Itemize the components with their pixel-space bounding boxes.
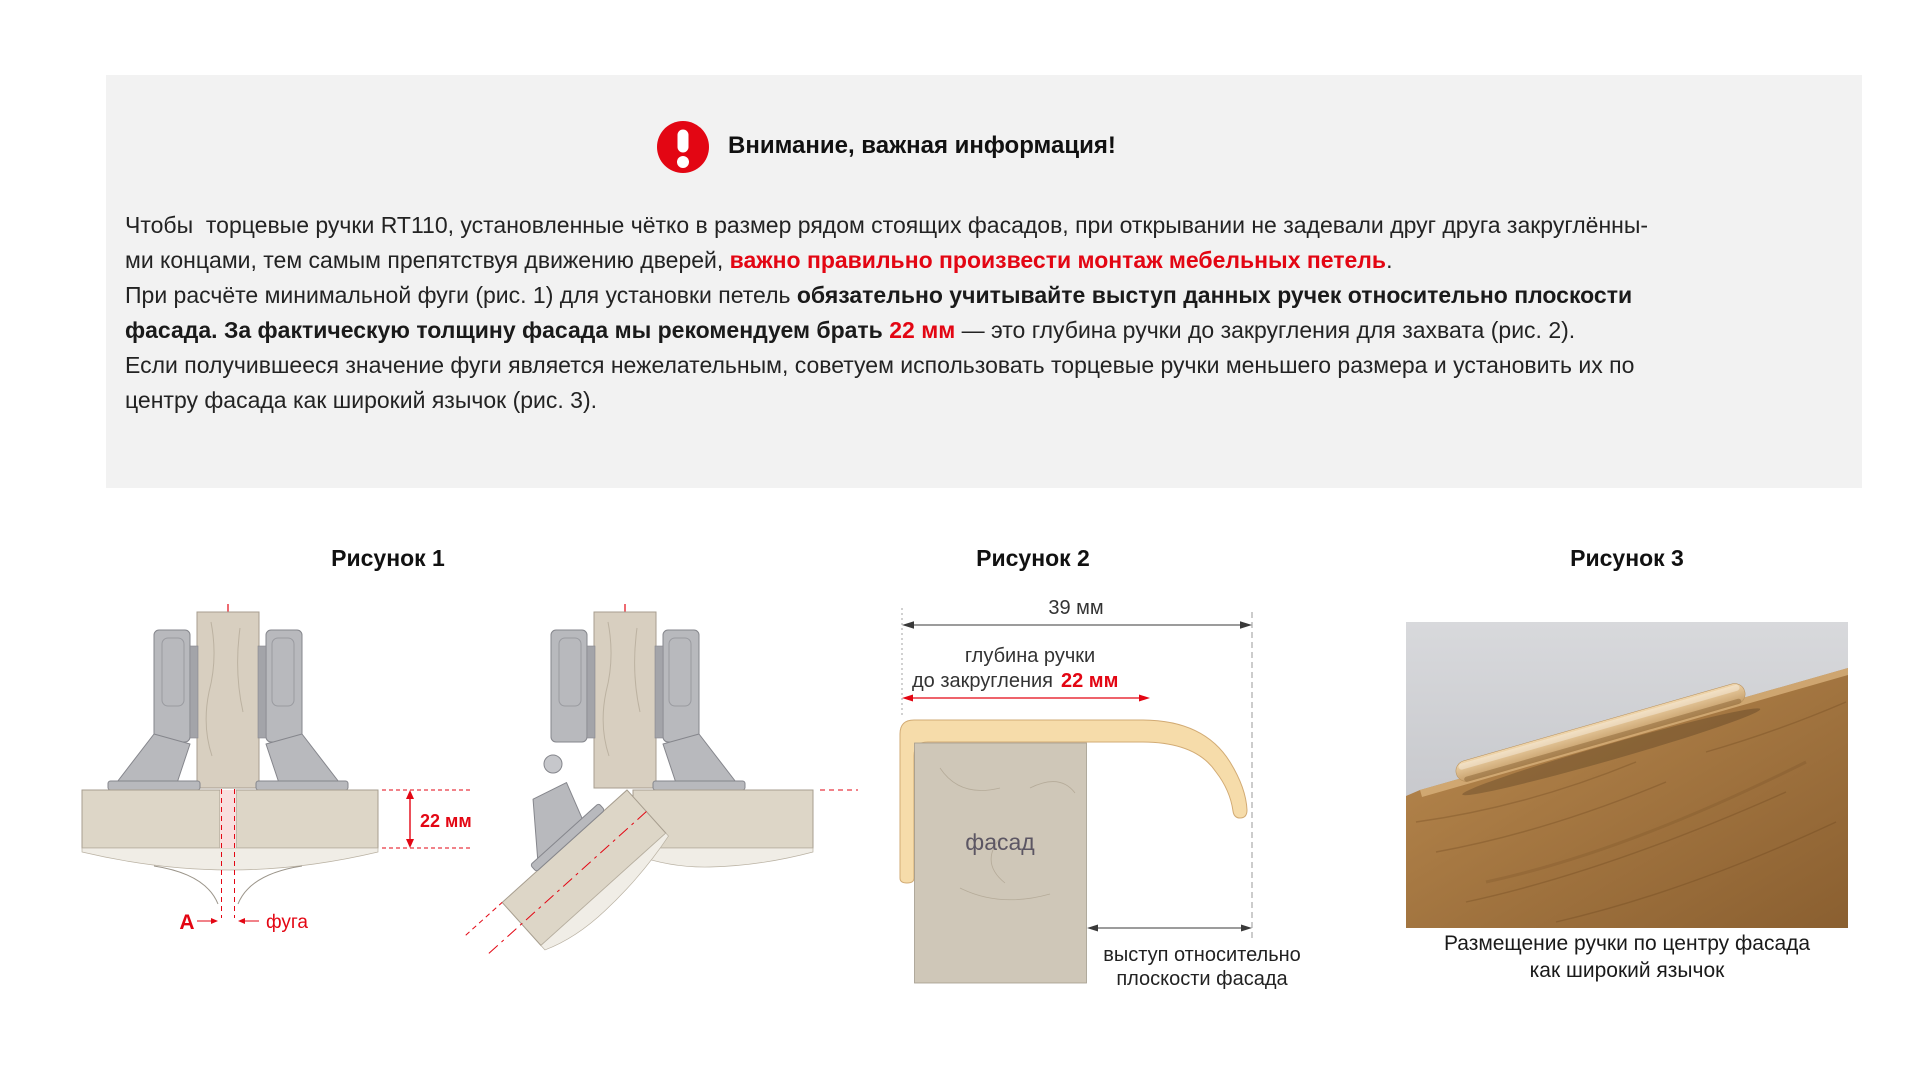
- fig2-protrusion-line2: плоскости фасада: [1116, 968, 1288, 990]
- figure3-caption-line2: как широкий язычок: [1529, 959, 1725, 982]
- bold-text: обязательно учитывайте выступ данных ручек относительно плоскости: [796, 282, 1633, 308]
- paragraph-line: фасада. За фактическую толщину фасада мы рекомендуем брать 22 мм — это глубина ручки до закругления для захвата (рис. 2).: [125, 317, 1576, 343]
- paragraph-line: При расчёте минимальной фуги (рис. 1) для установки петель обязательно учитывайте выступ данных ручек относительно плоскости: [125, 282, 1633, 308]
- fig2-depth-line2: до закругления: [912, 670, 1053, 692]
- red-highlight-text: 22 мм: [889, 317, 956, 343]
- fig2-depth-value: 22 мм: [1061, 670, 1119, 692]
- fig1-dim-label: 22 мм: [420, 811, 472, 831]
- paragraph-line: центру фасада как широкий язычок (рис. 3).: [125, 387, 597, 413]
- figure3-photo: [1406, 622, 1848, 928]
- figure3-caption-line1: Размещение ручки по центру фасада: [1443, 932, 1811, 955]
- figure2-drawing: [880, 588, 1350, 1003]
- warning-exclamation-icon: [657, 121, 709, 173]
- paragraph-line: Если получившееся значение фуги является нежелательным, советуем использовать торцевые ручки меньшего размера и установить их по: [125, 352, 1635, 378]
- figure2-title: Рисунок 2: [976, 545, 1090, 571]
- notice-box: [106, 75, 1862, 488]
- bold-text: фасада. За фактическую толщину фасада мы рекомендуем брать: [125, 317, 890, 343]
- fig2-total-dim-label: 39 мм: [1048, 597, 1104, 619]
- figure1-title: Рисунок 1: [331, 545, 445, 571]
- fig1-closed-hinge: [82, 604, 472, 934]
- fig2-depth-line1: глубина ручки: [964, 645, 1096, 667]
- figure3-caption: [1406, 930, 1848, 984]
- notice-title: Внимание, важная информация!: [728, 132, 1116, 159]
- paragraph-line: Чтобы торцевые ручки RT110, установленные чётко в размер рядом стоящих фасадов, при открывании не задевали друг друга закруглённы-: [125, 212, 1649, 238]
- fig2-fasad-label: фасад: [965, 829, 1035, 855]
- paragraph-line: ми концами, тем самым препятствуя движению дверей, важно правильно произвести монтаж мебельных петель.: [125, 247, 1393, 273]
- fig1-label-a: А: [179, 911, 195, 934]
- figure3-title: Рисунок 3: [1570, 545, 1684, 571]
- notice-paragraph: [125, 208, 1648, 418]
- fig2-fasad-panel: [915, 743, 1087, 983]
- figure1-drawing: [70, 600, 860, 1020]
- fig1-label-gap: фуга: [266, 912, 308, 933]
- fig2-protrusion-line1: выступ относительно: [1103, 944, 1301, 966]
- red-highlight-text: важно правильно произвести монтаж мебельных петель: [729, 247, 1387, 273]
- fig1-open-hinge: [428, 604, 858, 991]
